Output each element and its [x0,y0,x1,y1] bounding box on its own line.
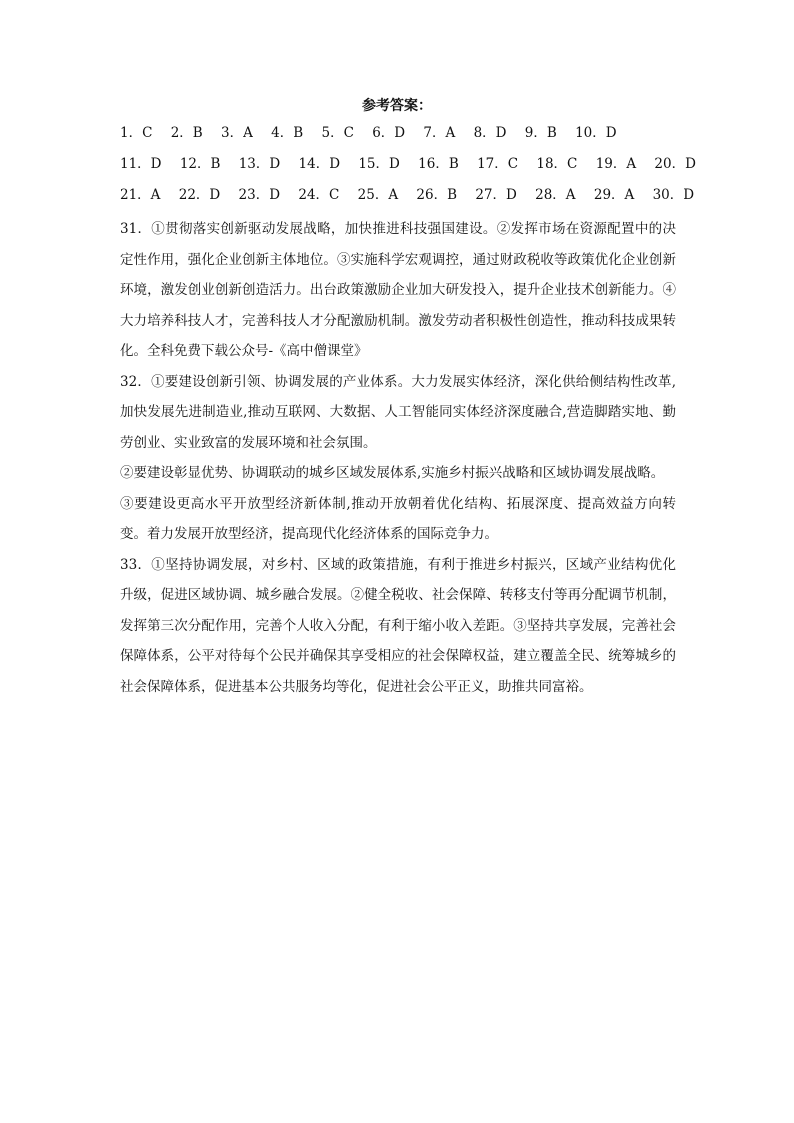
answer-item: 13．D [238,156,281,172]
answer-item: 5．C [321,125,354,141]
answer-item: 19．A [595,156,637,172]
answer-item: 27．D [475,187,517,203]
answer-item: 18．C [536,156,578,172]
answer-33: 33．①坚持协调发展，对乡村、区域的政策措施，有利于推进乡村振兴，区域产业结构优化升级，促进区域协调、城乡融合发展。②健全税收、社会保障、转移支付等再分配调节机制，发挥第三次分配作用，完善个人收入分配，有利于缩小收入差距。③坚持共享发展，完善社会保障体系，公平对待每个公民并确保其享受相应的社会保障权益，建立覆盖全民、统筹城乡的社会保障体系，促进基本公共服务均等化，促进社会公平正义，助推共同富裕。 [120,556,676,695]
answer-item: 12．B [179,156,221,172]
answer-item: 29．A [593,187,635,203]
answer-item: 9．B [524,125,557,141]
answer-32-point-1: 32．①要建设创新引领、协调发展的产业体系。大力发展实体经济，深化供给侧结构性改革,加快发展先进制造业,推动互联网、大数据、人工智能同实体经济深度融合,营造脚踏实地、勤劳创业、实业致富的发展环境和社会氛围。 [120,373,676,451]
answer-item: 26．B [416,187,458,203]
essay-answers [120,214,676,702]
answer-item: 7．A [423,125,456,141]
multiple-choice-answers [120,122,696,215]
answer-item: 28．A [535,187,576,203]
answer-item: 15．D [358,156,400,172]
answer-item: 22．D [178,187,221,203]
answer-row [120,122,680,153]
answer-32-point-3: ③要建设更高水平开放型经济新体制,推动开放朝着优化结构、拓展深度、提高效益方向转变。着力发展开放型经济，提高现代化经济体系的国际竞争力。 [120,495,676,542]
answer-item: 11．D [120,156,162,172]
answer-row [120,184,695,215]
answer-item: 14．D [298,156,341,172]
answer-item: 10．D [575,125,617,141]
answer-item: 25．A [357,187,399,203]
answer-item: 30．D [652,187,695,203]
answer-row [120,153,696,184]
answer-item: 24．C [298,187,340,203]
page-title: 参考答案： [362,98,432,114]
answer-item: 6．D [372,125,406,141]
answer-item: 21．A [120,187,161,203]
answer-item: 8．D [473,125,507,141]
answer-item: 20．D [654,156,696,172]
answer-31: 31．①贯彻落实创新驱动发展战略，加快推进科技强国建设。②发挥市场在资源配置中的决定性作用，强化企业创新主体地位。③实施科学宏观调控，通过财政税收等政策优化企业创新环境，激发创业创新创造活力。出台政策激励企业加大研发投入，提升企业技术创新能力。④大力培养科技人才，完善科技人才分配激励机制。激发劳动者积极性创造性，推动科技成果转化。全科免费下载公众号-《高中僧课堂》 [120,221,676,359]
answer-item: 2．B [170,125,203,141]
answer-item: 1．C [120,125,153,141]
answer-item: 16．B [418,156,459,172]
answer-32-point-2: ②要建设彰显优势、协调联动的城乡区域发展体系,实施乡村振兴战略和区域协调发展战略。 [120,465,665,481]
answer-item: 17．C [477,156,519,172]
answer-item: 23．D [238,187,281,203]
answer-item: 3．A [221,125,253,141]
answer-item: 4．B [271,125,304,141]
